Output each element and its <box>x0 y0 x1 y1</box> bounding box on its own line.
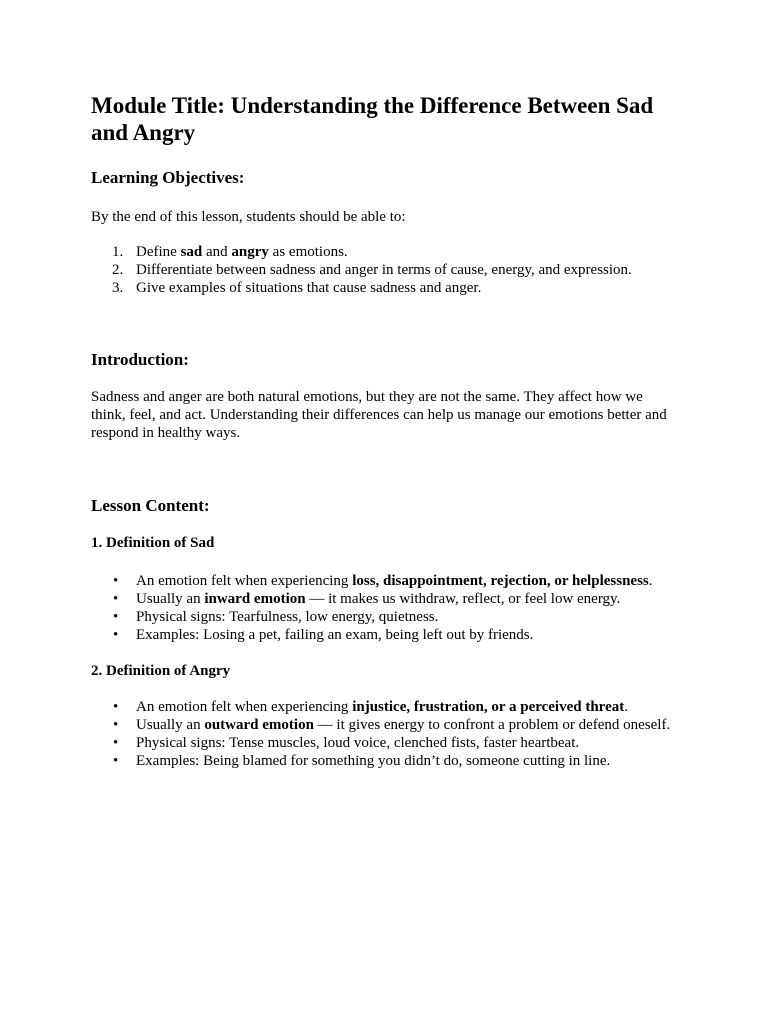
list-item: • Usually an outward emotion — it gives energy to confront a problem or defend oneself. <box>113 717 671 733</box>
list-item: • Examples: Losing a pet, failing an exam, being left out by friends. <box>113 627 534 643</box>
lesson-content-heading: Lesson Content: <box>91 496 210 515</box>
list-number: 3. <box>112 280 124 296</box>
module-title: Module Title: Understanding the Difference Between Sad and Angry <box>91 93 654 145</box>
bullet-marker: • <box>113 627 119 643</box>
learning-objectives-heading: Learning Objectives: <box>91 168 245 187</box>
objectives-intro: By the end of this lesson, students should be able to: <box>91 209 406 225</box>
bullet-marker: • <box>113 735 119 751</box>
bullet-marker: • <box>113 591 119 607</box>
angry-bullet-list <box>91 698 681 770</box>
list-item: • Physical signs: Tearfulness, low energy, quietness. <box>113 609 439 625</box>
bullet-marker: • <box>113 753 119 769</box>
list-item: • An emotion felt when experiencing injustice, frustration, or a perceived threat. <box>113 699 628 715</box>
bullet-marker: • <box>113 699 119 715</box>
definition-sad-heading: 1. Definition of Sad <box>91 535 215 551</box>
objectives-list <box>91 243 681 297</box>
bullet-marker: • <box>113 573 119 589</box>
objective-item: 2. Differentiate between sadness and anger in terms of cause, energy, and expression. <box>112 262 632 278</box>
list-number: 1. <box>112 244 124 260</box>
introduction-paragraph: Sadness and anger are both natural emotions, but they are not the same. They affect how we think, feel, and act. Understanding their differences can help us manage our emotions better and respond in healthy ways. <box>91 389 667 441</box>
bullet-marker: • <box>113 609 119 625</box>
list-item: • Physical signs: Tense muscles, loud voice, clenched fists, faster heartbeat. <box>113 735 580 751</box>
document-body <box>91 92 681 770</box>
sad-bullet-list <box>91 572 681 644</box>
definition-angry-heading: 2. Definition of Angry <box>91 663 231 679</box>
list-item: • Usually an inward emotion — it makes us withdraw, reflect, or feel low energy. <box>113 591 621 607</box>
list-item: • Examples: Being blamed for something you didn’t do, someone cutting in line. <box>113 753 611 769</box>
list-number: 2. <box>112 262 124 278</box>
objective-item: 3. Give examples of situations that cause sadness and anger. <box>112 280 482 296</box>
bullet-marker: • <box>113 717 119 733</box>
objective-item: 1. Define sad and angry as emotions. <box>112 244 348 260</box>
introduction-heading: Introduction: <box>91 350 189 369</box>
list-item: • An emotion felt when experiencing loss, disappointment, rejection, or helplessness. <box>113 573 653 589</box>
